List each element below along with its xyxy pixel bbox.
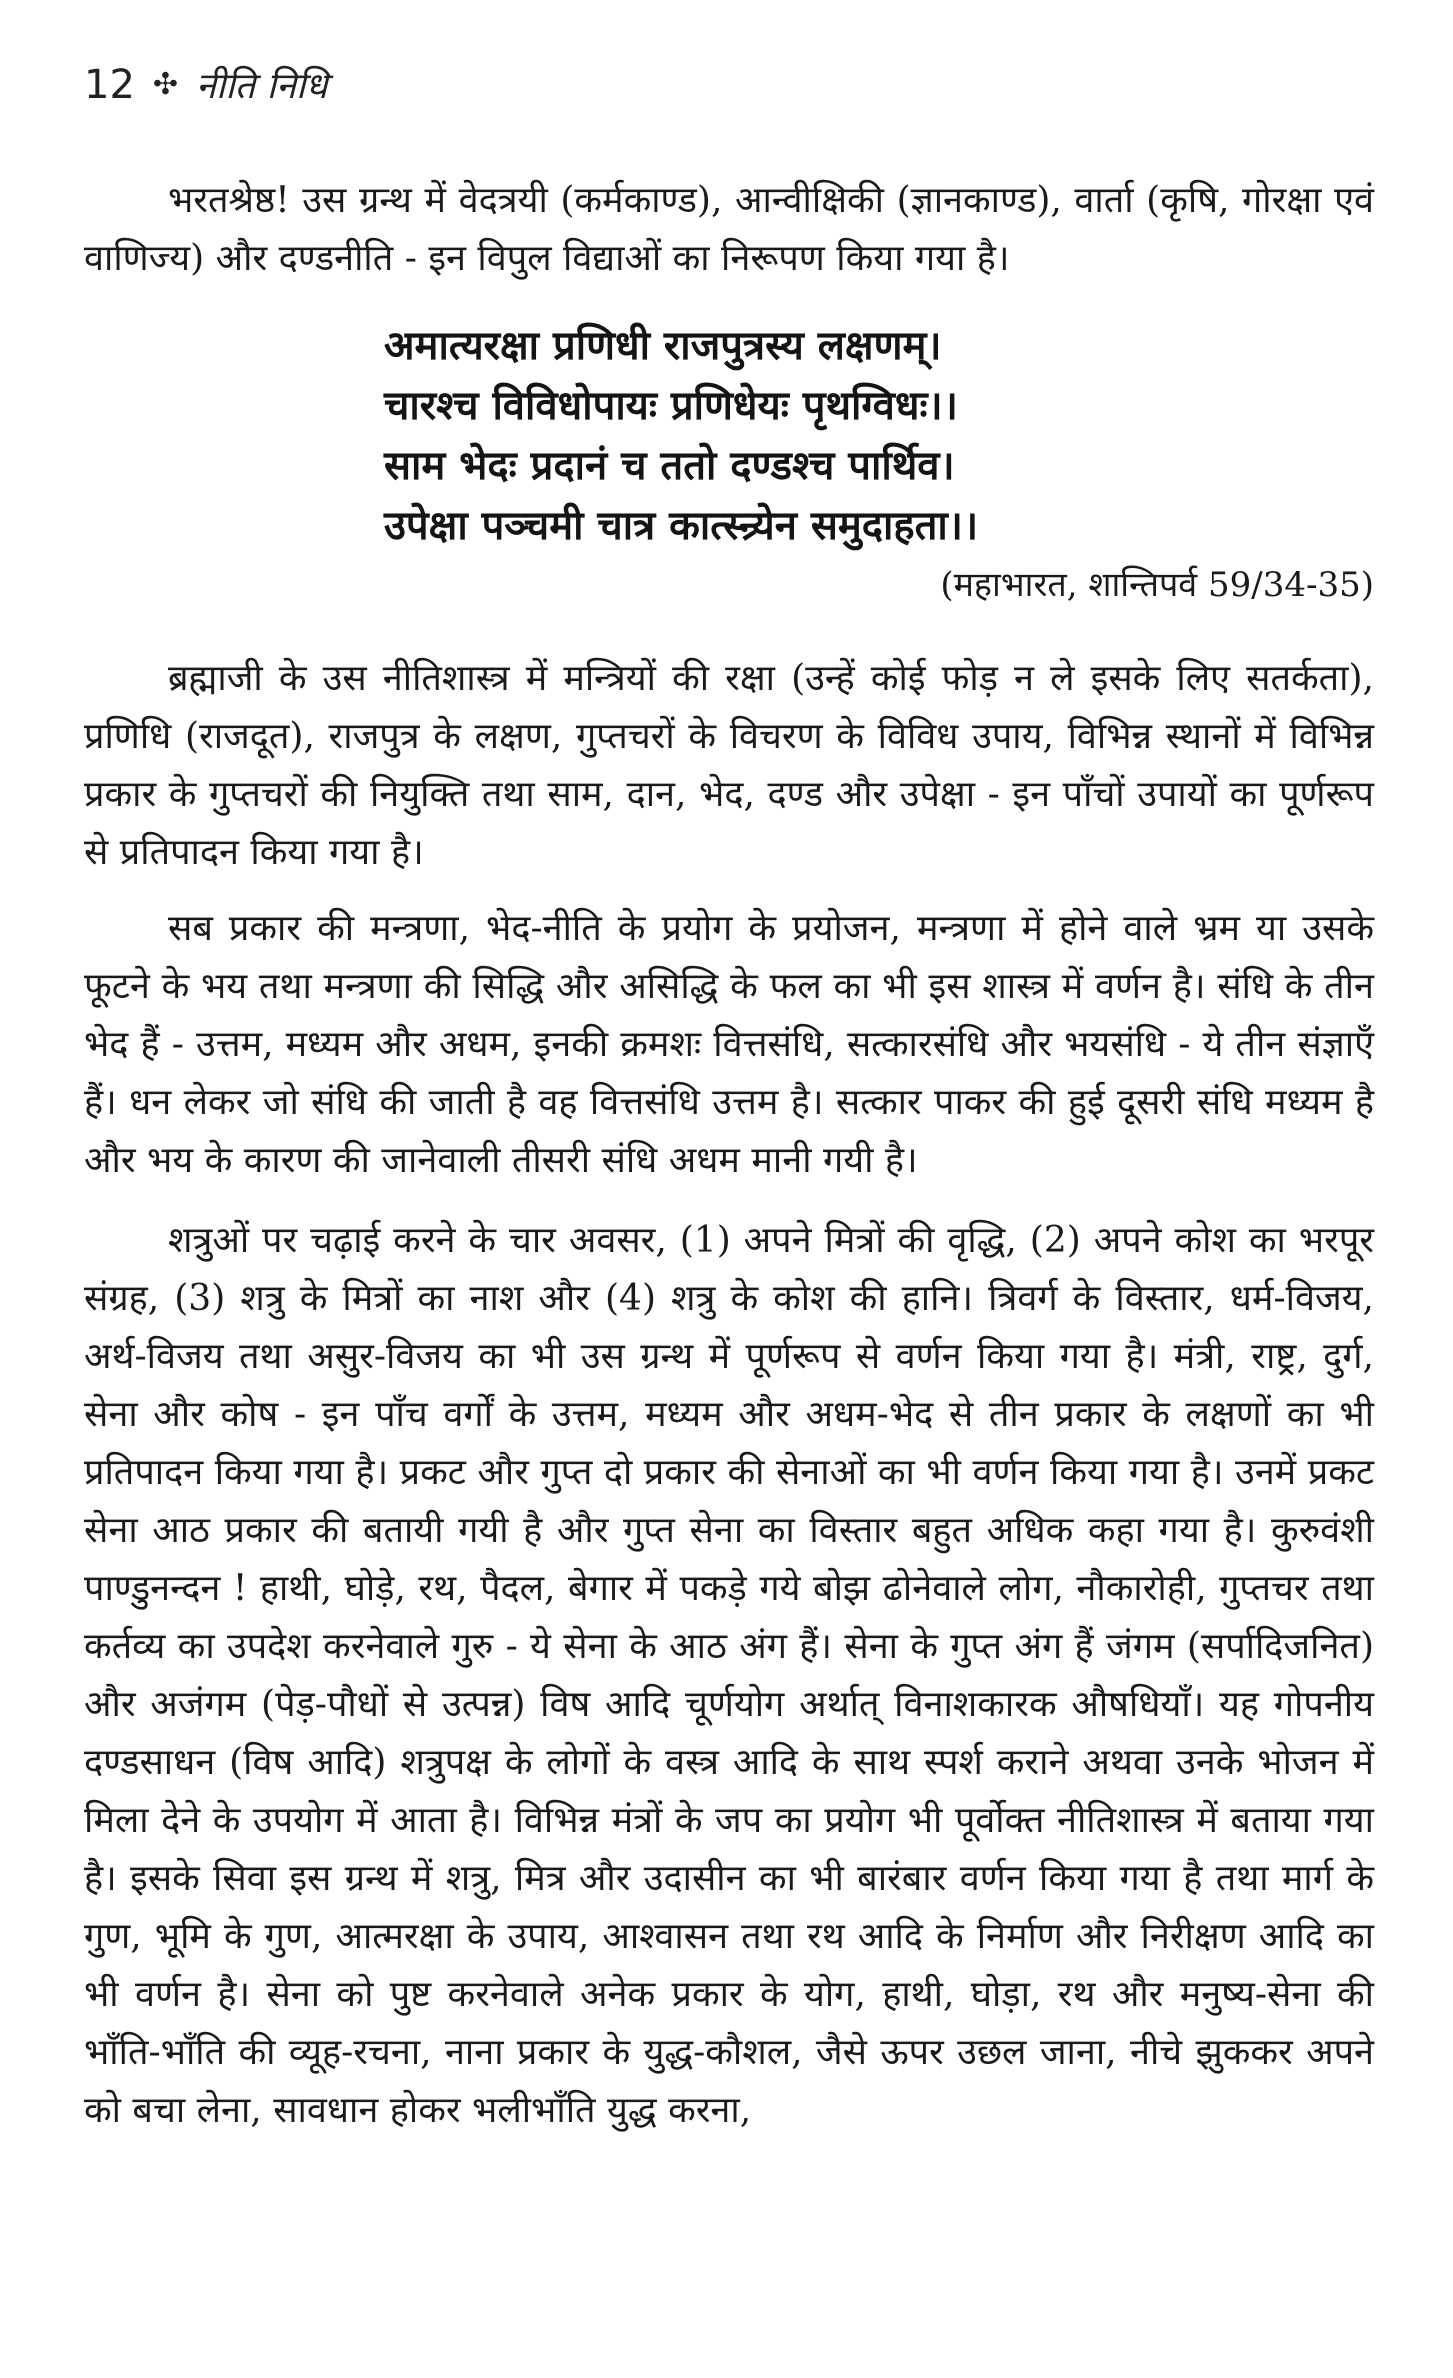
sanskrit-verse [384,316,1374,556]
verse-line-3: साम भेदः प्रदानं च ततो दण्डश्च पार्थिव। [384,442,955,489]
verse-line-1: अमात्यरक्षा प्रणिधी राजपुत्रस्य लक्षणम्। [384,322,942,369]
paragraph-1: भरतश्रेष्ठ! उस ग्रन्थ में वेदत्रयी (कर्मकाण्ड), आन्वीक्षिकी (ज्ञानकाण्ड), वार्ता (कृषि, गोरक्षा एवं वाणिज्य) और दण्डनीति - इन विपुल विद्याओं का निरूपण किया गया है। [84,180,1374,279]
book-page [84,60,1374,2140]
paragraph-4: शत्रुओं पर चढ़ाई करने के चार अवसर, (1) अपने मित्रों की वृद्धि, (2) अपने कोश का भरपूर संग्रह, (3) शत्रु के मित्रों का नाश और (4) शत्रु के कोश की हानि। त्रिवर्ग के विस्तार, धर्म-विजय, अर्थ-विजय तथा असुर-विजय का भी उस ग्रन्थ में पूर्णरूप से वर्णन किया गया है। मंत्री, राष्ट्र, दुर्ग, सेना और कोष - इन पाँच वर्गों के उत्तम, मध्यम और अधम-भेद से तीन प्रकार के लक्षणों का भी प्रतिपादन किया गया है। प्रकट और गुप्त दो प्रकार की सेनाओं का भी वर्णन किया गया है। उनमें प्रकट सेना आठ प्रकार की बतायी गयी है और गुप्त सेना का विस्तार बहुत अधिक कहा गया है। कुरुवंशी पाण्डुनन्दन ! हाथी, घोड़े, रथ, पैदल, बेगार में पकड़े गये बोझ ढोनेवाले लोग, नौकारोही, गुप्तचर तथा कर्तव्य का उपदेश करनेवाले गुरु - ये सेना के आठ अंग हैं। सेना के गुप्त अंग हैं जंगम (सर्पादिजनित) और अजंगम (पेड़-पौधों से उत्पन्न) विष आदि चूर्णयोग अर्थात् विनाशकारक औषधियाँ। यह गोपनीय दण्डसाधन (विष आदि) शत्रुपक्ष के लोगों के वस्त्र आदि के साथ स्पर्श कराने अथवा उनके भोजन में मिला देने के उपयोग में आता है। विभिन्न मंत्रों के जप का प्रयोग भी पूर्वोक्त नीतिशास्त्र में बताया गया है। इसके सिवा इस ग्रन्थ में शत्रु, मित्र और उदासीन का भी बारंबार वर्णन किया गया है तथा मार्ग के गुण, भूमि के गुण, आत्मरक्षा के उपाय, आश्वासन तथा रथ आदि के निर्माण और निरीक्षण आदि का भी वर्णन है। सेना को पुष्ट करनेवाले अनेक प्रकार के योग, हाथी, घोड़ा, रथ और मनुष्य-सेना की भाँति-भाँति की व्यूह-रचना, नाना प्रकार के युद्ध-कौशल, जैसे ऊपर उछल जाना, नीचे झुककर अपने को बचा लेना, सावधान होकर भलीभाँति युद्ध करना, [84,1220,1374,2131]
verse-citation: (महाभारत, शान्तिपर्व 59/34-35) [940,565,1374,605]
paragraph-3: सब प्रकार की मन्त्रणा, भेद-नीति के प्रयोग के प्रयोजन, मन्त्रणा में होने वाले भ्रम या उसके फूटने के भय तथा मन्त्रणा की सिद्धि और असिद्धि के फल का भी इस शास्त्र में वर्णन है। संधि के तीन भेद हैं - उत्तम, मध्यम और अधम, इनकी क्रमशः वित्तसंधि, सत्कारसंधि और भयसंधि - ये तीन संज्ञाएँ हैं। धन लेकर जो संधि की जाती है वह वित्तसंधि उत्तम है। सत्कार पाकर की हुई दूसरी संधि मध्यम है और भय के कारण की जानेवाली तीसरी संधि अधम मानी गयी है। [84,908,1374,1181]
ornament-icon: ✣ [152,67,179,102]
page-header [84,60,1374,120]
page-number: 12 [84,62,135,108]
paragraph-2: ब्रह्माजी के उस नीतिशास्त्र में मन्त्रियों की रक्षा (उन्हें कोई फोड़ न ले इसके लिए सतर्कता), प्रणिधि (राजदूत), राजपुत्र के लक्षण, गुप्तचरों के विचरण के विविध उपाय, विभिन्न स्थानों में विभिन्न प्रकार के गुप्तचरों की नियुक्ति तथा साम, दान, भेद, दण्ड और उपेक्षा - इन पाँचों उपायों का पूर्णरूप से प्रतिपादन किया गया है। [84,658,1374,873]
running-title: नीति निधि [196,66,328,107]
verse-line-2: चारश्च विविधोपायः प्रणिधेयः पृथग्विधः।। [384,382,958,429]
verse-line-4: उपेक्षा पञ्चमी चात्र कात्स्न्र्येन समुदाहता।। [384,502,979,549]
